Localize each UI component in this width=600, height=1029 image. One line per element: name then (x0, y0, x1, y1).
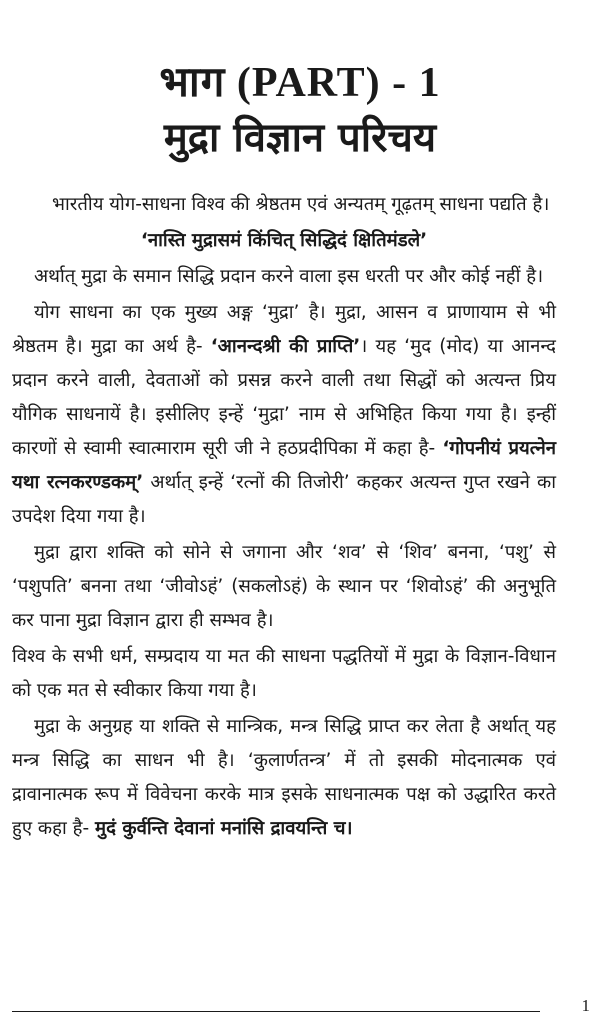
quote-text: ‘नास्ति मुद्रासमं किंचित् सिद्धिदं क्षितिमंडले’ (140, 230, 428, 251)
footer-rule (12, 1011, 540, 1012)
paragraph-shiva: मुद्रा द्वारा शक्ति को सोने से जगाना और ‘शव’ से ‘शिव’ बनना, ‘पशु’ से ‘पशुपति’ बनना तथा ‘जीवोऽहं’ (सकलोऽहं) के स्थान पर ‘शिवोऽहं’ की अनुभूति कर पाना मुद्रा विज्ञान द्वारा ही सम्भव है। (12, 542, 556, 631)
text-segment: । यह ‘मुद (मोद) या आनन्द प्रदान करने वाली, देवताओं को प्रसन्न करने वाली तथा सिद्धों को अत्यन्त प्रिय यौगिक साधनायें है। इसीलिए इन्हें ‘मुद्रा’ नाम से अभिहित किया गया है। इन्हीं कारणों से स्वामी स्वात्माराम सूरी जी ने हठप्रदीपिका में कहा है- (12, 336, 556, 459)
paragraph-mudra-definition (12, 296, 556, 534)
page-number: 1 (581, 996, 590, 1015)
body-text (12, 188, 556, 846)
sanskrit-quote (12, 224, 556, 258)
chapter-title: मुद्रा विज्ञान परिचय (163, 115, 437, 161)
bold-phrase-anandashri: ‘आनन्दश्री की प्राप्ति’ (210, 336, 361, 357)
paragraph-intro: भारतीय योग-साधना विश्व की श्रेष्ठतम एवं अन्यतम् गूढ़तम् साधना पद्यति है। (52, 194, 550, 215)
paragraph-mantra (12, 710, 556, 846)
text-segment: मुद्रा के अनुग्रह या शक्ति से मान्त्रिक, मन्त्र सिद्धि प्राप्त कर लेता है अर्थात् यह मन्त्र सिद्धि का साधन भी है। ‘कुलार्णतन्त्र’ में तो इसकी मोदनात्मक एवं द्रावानात्मक रूप में विवेचना करके मात्र इसके साधनात्मक पक्ष को उद्धारित करते हुए कहा है- (12, 716, 556, 839)
text-segment: अर्थात् इन्हें ‘रत्नों की तिजोरी’ कहकर अत्यन्त गुप्त रखने का उपदेश दिया गया है। (12, 472, 556, 527)
text-segment: योग साधना का एक मुख्य अङ्ग ‘मुद्रा’ है। मुद्रा, आसन व प्राणायाम से भी श्रेष्ठतम है। मुद्रा का अर्थ है- (12, 302, 556, 357)
bold-phrase-gopaniyam: ‘गोपनीयं प्रयत्नेन यथा रत्नकरण्डकम्’ (12, 438, 556, 493)
bold-phrase-mudam: मुदं कुर्वन्ति देवानां मनांसि द्रावयन्ति च। (95, 818, 353, 839)
paragraph-meaning: अर्थात् मुद्रा के समान सिद्धि प्रदान करने वाला इस धरती पर और कोई नहीं है। (34, 266, 544, 287)
part-title: भाग (PART) - 1 (159, 60, 441, 106)
paragraph-religions: विश्व के सभी धर्म, सम्प्रदाय या मत की साधना पद्धतियों में मुद्रा के विज्ञान-विधान को एक मत से स्वीकार किया गया है। (12, 646, 556, 701)
